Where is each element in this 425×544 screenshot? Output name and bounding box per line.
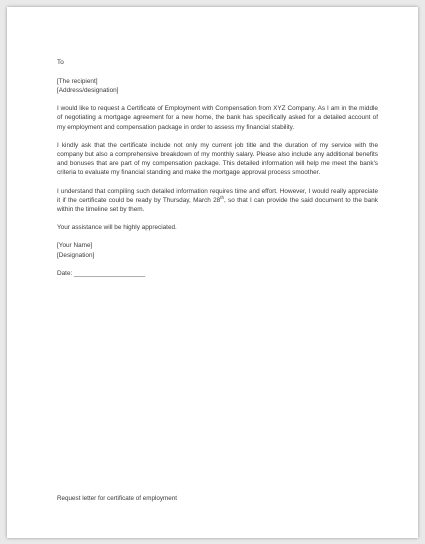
designation-placeholder: [Designation] xyxy=(57,251,95,259)
paragraph-timeline-end: , so that I can provide the said document to the bank within the timeline set by them. xyxy=(57,196,379,213)
your-name-placeholder: [Your Name] xyxy=(57,242,93,250)
paragraph-timeline xyxy=(57,187,378,215)
document-page xyxy=(7,7,418,538)
recipient-placeholder: [The recipient] xyxy=(57,77,98,85)
date-ordinal-suffix: th xyxy=(220,194,224,200)
date-field: Date: ____________________ xyxy=(57,269,146,277)
closing-sentence: Your assistance will be highly appreciated. xyxy=(57,224,177,232)
address-placeholder: [Address/designation] xyxy=(57,86,119,94)
paragraph-details: I kindly ask that the certificate include not only my current job title and the duration of my service with the company but also a comprehensive breakdown of my monthly salary. Please also include any additional benefits and bonuses that are part of my compensation package. This detailed information will help me meet the bank's criteria to evaluate my financial standing and make the mortgage approval process smoother. xyxy=(57,141,378,177)
letter-body xyxy=(57,58,378,278)
paragraph-timeline-start: I understand that compiling such detailed information requires time and effort. However, I would really appreciate it if the certificate could be ready by Thursday, March 28 xyxy=(57,187,378,204)
footer-caption: Request letter for certificate of employment xyxy=(57,495,178,502)
salutation: To xyxy=(57,59,64,66)
paragraph-request: I would like to request a Certificate of Employment with Compensation from XYZ Company. As I am in the middle of negotiating a mortgage agreement for a new home, the bank has specifically asked for a detailed account of my employment and compensation package in order to assess my financial stability. xyxy=(57,105,378,131)
